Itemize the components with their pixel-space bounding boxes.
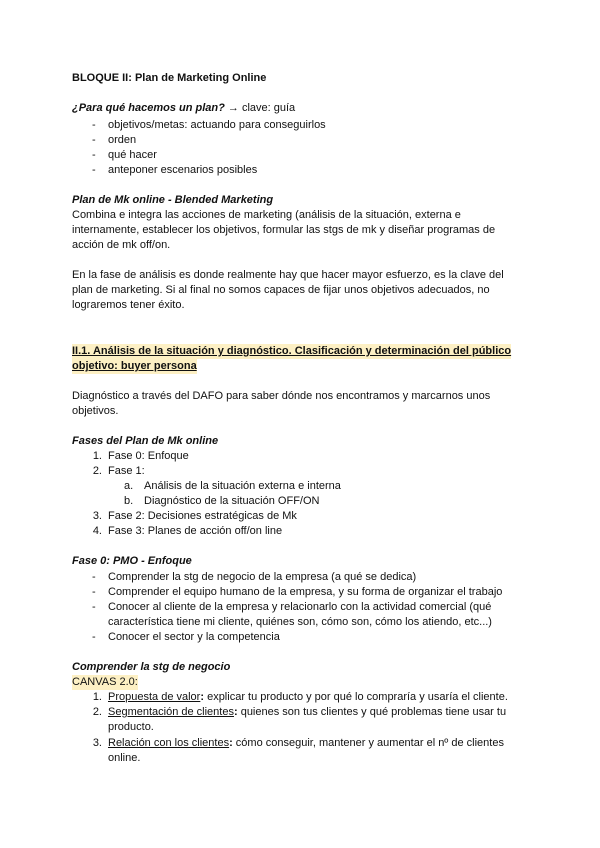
paragraph-line: En la fase de análisis es donde realmente hay que hacer mayor esfuerzo, es la clave del bbox=[72, 269, 504, 281]
section-heading: II.1. Análisis de la situación y diagnóstico. Clasificación y determinación del público bbox=[72, 345, 512, 357]
question-line bbox=[72, 101, 295, 116]
question-answer: → clave: guía bbox=[224, 102, 296, 114]
paragraph-line: lograremos tener éxito. bbox=[72, 299, 185, 311]
paragraph-line: acción de mk off/on. bbox=[72, 239, 171, 251]
fases-heading: Fases del Plan de Mk online bbox=[72, 435, 219, 447]
paragraph-line: objetivos. bbox=[72, 405, 119, 417]
paragraph-line: plan de marketing. Si al final no somos capaces de fijar unos objetivos adecuados, no bbox=[72, 284, 490, 296]
paragraph-line: internamente, establecer los objetivos, formular las stgs de mk y diseñar programas de bbox=[72, 224, 496, 236]
question-text: ¿Para qué hacemos un plan? bbox=[72, 102, 225, 114]
paragraph-line: Diagnóstico a través del DAFO para saber dónde nos encontramos y marcarnos unos bbox=[72, 390, 491, 402]
paragraph-line: Combina e integra las acciones de marketing (análisis de la situación, externa e bbox=[72, 209, 461, 221]
fase0-heading: Fase 0: PMO - Enfoque bbox=[72, 555, 192, 567]
stg-heading: Comprender la stg de negocio bbox=[72, 661, 231, 673]
section-heading-cont: objetivo: buyer persona bbox=[72, 360, 197, 372]
blended-heading: Plan de Mk online - Blended Marketing bbox=[72, 194, 274, 206]
document-title: BLOQUE II: Plan de Marketing Online bbox=[72, 72, 267, 84]
canvas-label: CANVAS 2.0: bbox=[72, 676, 138, 688]
